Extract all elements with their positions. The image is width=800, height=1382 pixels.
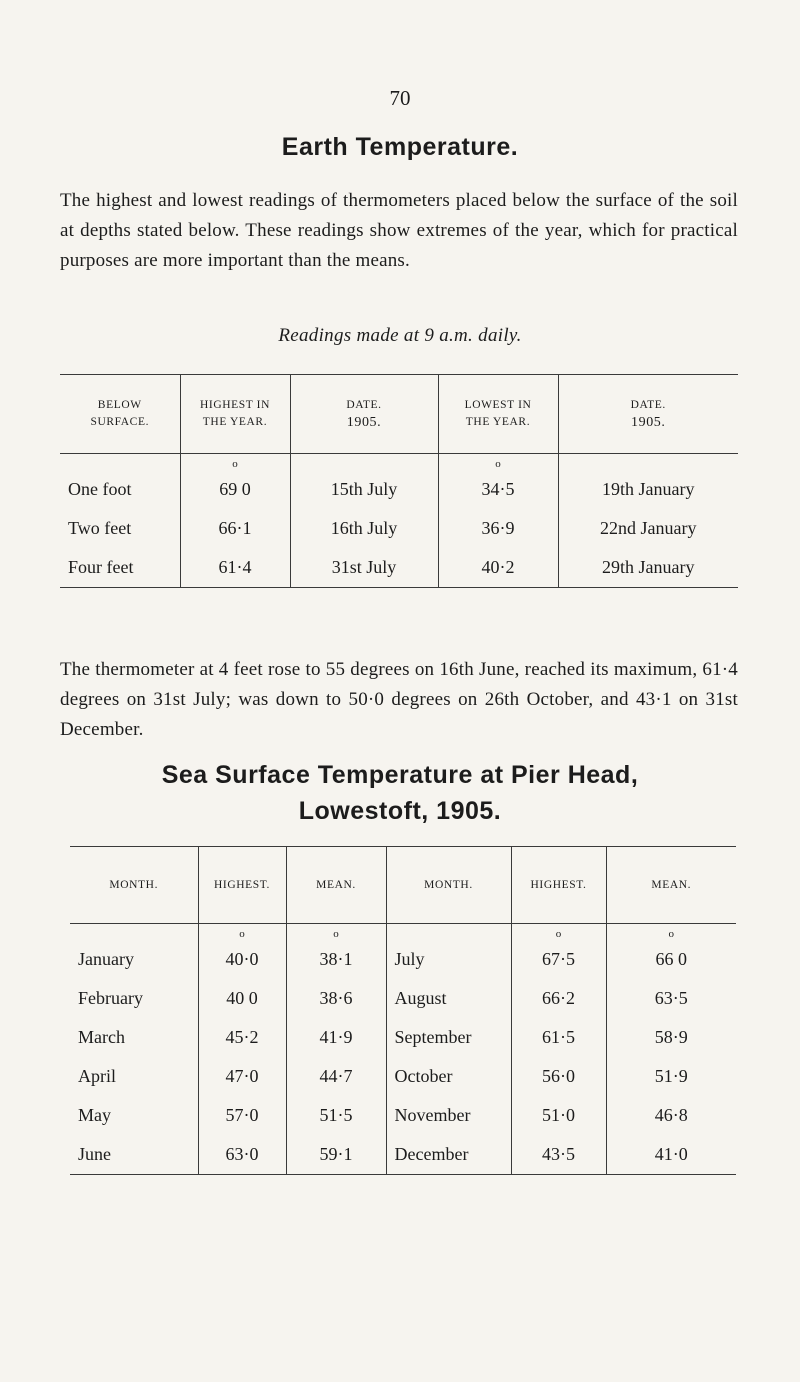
- page-number: 70: [389, 86, 411, 110]
- degree-mark: o: [495, 458, 501, 470]
- depth-cell: One foot: [68, 479, 132, 499]
- month-cell: March: [78, 1027, 125, 1047]
- degree-cell-empty: [558, 454, 738, 471]
- mean-cell: 44·7: [286, 1057, 386, 1096]
- header-highest-line1: HIGHEST IN: [200, 399, 270, 411]
- highest-cell: 51·0: [511, 1096, 606, 1135]
- month-cell: November: [386, 1096, 511, 1135]
- highest-cell: 67·5: [511, 940, 606, 979]
- header-date-high-line1: DATE.: [346, 398, 382, 411]
- table-row: [70, 1096, 736, 1135]
- depth-cell: Four feet: [68, 557, 134, 577]
- header-date-low-line1: DATE.: [630, 398, 666, 411]
- sea-temperature-table: [70, 846, 736, 1175]
- depth-cell: Two feet: [68, 518, 132, 538]
- header-month: MONTH.: [109, 878, 159, 891]
- mean-cell: 38·6: [286, 979, 386, 1018]
- highest-cell: 66·1: [180, 509, 290, 548]
- mean-cell: 41·9: [286, 1018, 386, 1057]
- degree-cell-empty: [70, 924, 198, 941]
- degree-mark: o: [555, 928, 562, 940]
- sea-surface-title-line1: Sea Surface Temperature at Pier Head,: [161, 761, 639, 789]
- sea-surface-title-line2: Lowestoft, 1905.: [298, 797, 502, 825]
- date-low-cell: 22nd January: [558, 509, 738, 548]
- four-feet-note: The thermometer at 4 feet rose to 55 degrees on 16th June, reached its maximum, 61·4 degrees on 31st July; was down to 50·0 degrees on 26th October, and 43·1 on 31st December.: [60, 659, 738, 740]
- header-depth-line1: BELOW: [97, 399, 142, 411]
- header-mean: MEAN.: [606, 847, 736, 924]
- month-cell: July: [386, 940, 511, 979]
- readings-subtitle: Readings made at 9 a.m. daily.: [278, 325, 522, 346]
- degree-mark: o: [232, 458, 238, 470]
- mean-cell: 51·5: [286, 1096, 386, 1135]
- lowest-cell: 34·5: [438, 470, 558, 509]
- highest-cell: 47·0: [198, 1057, 286, 1096]
- mean-cell: 63·5: [606, 979, 736, 1018]
- header-highest-line2: THE YEAR.: [202, 416, 268, 428]
- header-lowest: [438, 375, 558, 454]
- degree-cell-empty: [386, 924, 511, 941]
- degree-mark-mean: [606, 924, 736, 941]
- month-cell: April: [78, 1066, 116, 1086]
- mean-cell: 58·9: [606, 1018, 736, 1057]
- lowest-cell: 40·2: [438, 548, 558, 588]
- highest-cell: 69 0: [180, 470, 290, 509]
- header-depth-line2: SURFACE.: [90, 416, 150, 428]
- degree-mark-highest: [198, 924, 286, 941]
- header-highest: HIGHEST.: [198, 847, 286, 924]
- month-cell: August: [386, 979, 511, 1018]
- table-row: [70, 1135, 736, 1175]
- header-depth: [60, 375, 180, 454]
- degree-cell-empty: [60, 454, 180, 471]
- month-cell: January: [78, 949, 134, 969]
- header-month: MONTH.: [386, 847, 511, 924]
- table-header-row: [60, 375, 738, 454]
- date-high-cell: 15th July: [290, 470, 438, 509]
- header-date-low-line2: 1905.: [631, 414, 666, 430]
- degree-mark-lowest: [438, 454, 558, 471]
- intro-paragraph: The highest and lowest readings of thermometers placed below the surface of the soil at depths stated below. These readings show extremes of the year, which for practical purposes are more important than the means.: [60, 190, 738, 271]
- degree-cell-empty: [290, 454, 438, 471]
- table-row: [60, 548, 738, 588]
- degree-mark-mean: [286, 924, 386, 941]
- header-lowest-line2: THE YEAR.: [465, 416, 531, 428]
- table-row: [70, 979, 736, 1018]
- highest-cell: 40 0: [198, 979, 286, 1018]
- lowest-cell: 36·9: [438, 509, 558, 548]
- highest-cell: 63·0: [198, 1135, 286, 1175]
- degree-mark-highest: [511, 924, 606, 941]
- highest-cell: 56·0: [511, 1057, 606, 1096]
- table-header-row: [70, 847, 736, 924]
- table-row: [70, 1018, 736, 1057]
- highest-cell: 57·0: [198, 1096, 286, 1135]
- date-low-cell: 29th January: [558, 548, 738, 588]
- header-mean: MEAN.: [286, 847, 386, 924]
- sea-surface-title: [0, 757, 800, 829]
- highest-cell: 61·4: [180, 548, 290, 588]
- degree-mark: o: [333, 928, 339, 940]
- header-date-high: [290, 375, 438, 454]
- mean-cell: 51·9: [606, 1057, 736, 1096]
- mean-cell: 66 0: [606, 940, 736, 979]
- month-cell: September: [386, 1018, 511, 1057]
- date-low-cell: 19th January: [558, 470, 738, 509]
- date-high-cell: 16th July: [290, 509, 438, 548]
- month-cell: May: [78, 1105, 111, 1125]
- highest-cell: 45·2: [198, 1018, 286, 1057]
- highest-cell: 40·0: [198, 940, 286, 979]
- table-row: [60, 470, 738, 509]
- degree-row: [60, 454, 738, 471]
- highest-cell: 61·5: [511, 1018, 606, 1057]
- month-cell: June: [78, 1144, 111, 1164]
- table-row: [70, 940, 736, 979]
- degree-mark-highest: [180, 454, 290, 471]
- header-date-low: [558, 375, 738, 454]
- date-high-cell: 31st July: [290, 548, 438, 588]
- month-cell: October: [386, 1057, 511, 1096]
- header-highest: [180, 375, 290, 454]
- month-cell: February: [78, 988, 143, 1008]
- month-cell: December: [386, 1135, 511, 1175]
- mean-cell: 59·1: [286, 1135, 386, 1175]
- highest-cell: 43·5: [511, 1135, 606, 1175]
- table-row: [60, 509, 738, 548]
- header-highest: HIGHEST.: [511, 847, 606, 924]
- mean-cell: 41·0: [606, 1135, 736, 1175]
- earth-temperature-table: [60, 374, 738, 588]
- degree-mark: o: [239, 928, 245, 940]
- mean-cell: 38·1: [286, 940, 386, 979]
- degree-mark: o: [668, 928, 674, 940]
- table-row: [70, 1057, 736, 1096]
- header-lowest-line1: LOWEST IN: [464, 399, 532, 411]
- header-date-high-line2: 1905.: [346, 414, 382, 430]
- earth-temperature-title: Earth Temperature.: [281, 133, 519, 161]
- highest-cell: 66·2: [511, 979, 606, 1018]
- degree-row: [70, 924, 736, 941]
- mean-cell: 46·8: [606, 1096, 736, 1135]
